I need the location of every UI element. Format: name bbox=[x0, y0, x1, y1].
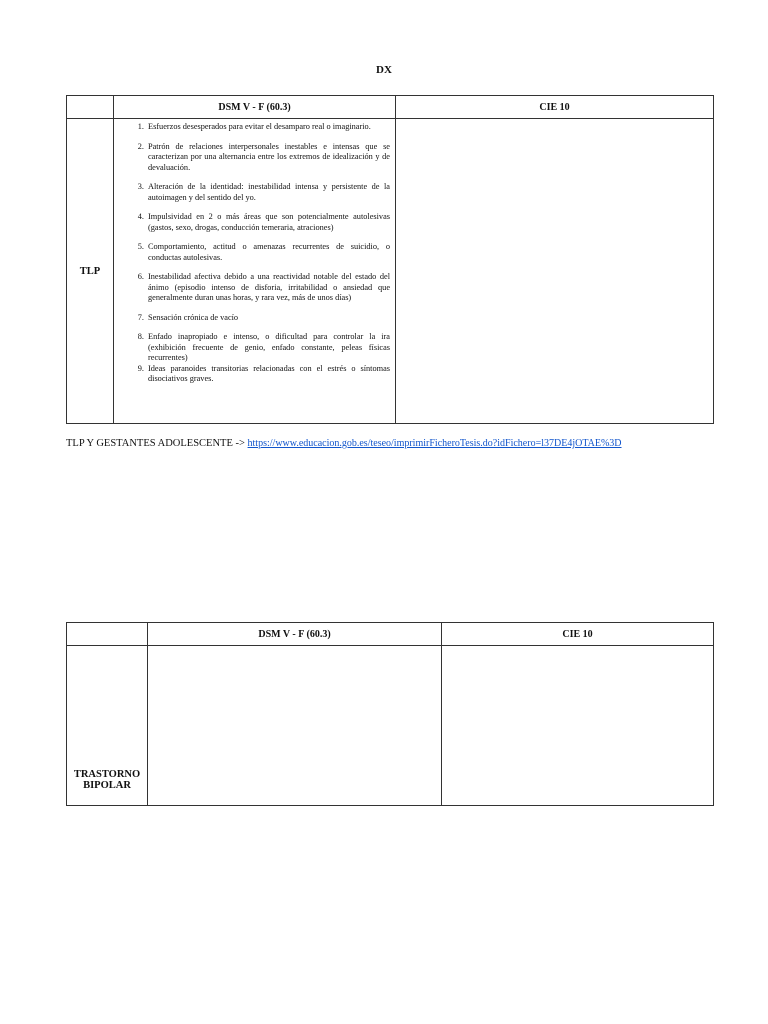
criteria-number: 4. bbox=[137, 212, 144, 221]
criteria-item bbox=[137, 182, 390, 203]
header-empty-cell bbox=[67, 96, 114, 119]
criteria-text: Inestabilidad afectiva debido a una reactividad notable del estado del ánimo (episodio intenso de disforia, irritabilidad o ansiedad que generalmente duran unas horas, y rara vez, más de unos días) bbox=[148, 272, 390, 302]
criteria-text: Ideas paranoides transitorias relacionadas con el estrés o síntomas disociativos graves. bbox=[148, 363, 390, 383]
header-cie: CIE 10 bbox=[396, 96, 714, 119]
criteria-item bbox=[137, 363, 390, 385]
criteria-number: 8. bbox=[137, 332, 144, 341]
reference-line bbox=[66, 437, 622, 449]
reference-prefix: TLP Y GESTANTES ADOLESCENTE -> bbox=[66, 438, 248, 449]
criteria-text: Enfado inapropiado e intenso, o dificultad para controlar la ira (exhibición frecuente de genio, enfado constante, peleas físicas recurrentes) bbox=[148, 332, 390, 362]
criteria-number: 7. bbox=[137, 312, 144, 322]
criteria-item bbox=[137, 141, 390, 174]
row-label-line1: TRASTORNO bbox=[73, 769, 141, 780]
cie-cell-empty bbox=[442, 646, 714, 806]
criteria-text: Patrón de relaciones interpersonales inestables e intensas que se caracterizan por una alternancia entre los extremos de idealización y de devaluación. bbox=[148, 141, 390, 172]
criteria-number: 1. bbox=[137, 122, 144, 131]
header-dsm: DSM V - F (60.3) bbox=[114, 96, 396, 119]
dsm-criteria-cell bbox=[114, 119, 396, 424]
criteria-number: 9. bbox=[137, 363, 144, 373]
row-label-bipolar bbox=[67, 646, 148, 806]
criteria-item bbox=[137, 332, 390, 364]
page-title: DX bbox=[376, 64, 392, 76]
criteria-text: Impulsividad en 2 o más áreas que son potencialmente autolesivas (gastos, sexo, drogas, conducción temeraria, atraciones) bbox=[148, 212, 390, 232]
criteria-number: 2. bbox=[137, 141, 144, 151]
tlp-table bbox=[66, 95, 714, 424]
cie-cell bbox=[396, 119, 714, 424]
criteria-number: 5. bbox=[137, 242, 144, 251]
row-label-line2: BIPOLAR bbox=[83, 780, 131, 791]
criteria-number: 3. bbox=[137, 182, 144, 191]
table-row-tlp bbox=[67, 119, 714, 424]
reference-link[interactable]: https://www.educacion.gob.es/teseo/imprimirFicheroTesis.do?idFichero=l37DE4jOTAE%3D bbox=[247, 438, 622, 449]
criteria-item bbox=[137, 122, 390, 133]
criteria-item bbox=[137, 212, 390, 233]
table-header-row bbox=[67, 96, 714, 119]
criteria-text: Alteración de la identidad: inestabilidad intensa y persistente de la autoimagen y del sentido del yo. bbox=[148, 182, 390, 202]
criteria-list bbox=[114, 119, 395, 397]
header-empty-cell bbox=[67, 623, 148, 646]
row-label-tlp: TLP bbox=[67, 119, 114, 424]
criteria-number: 6. bbox=[137, 272, 144, 281]
criteria-text: Comportamiento, actitud o amenazas recurrentes de suicidio, o conductas autolesivas. bbox=[148, 242, 390, 262]
criteria-item bbox=[137, 312, 390, 324]
header-dsm: DSM V - F (60.3) bbox=[148, 623, 442, 646]
table-row-bipolar bbox=[67, 646, 714, 806]
criteria-item bbox=[137, 272, 390, 304]
table-header-row bbox=[67, 623, 714, 646]
bipolar-table bbox=[66, 622, 714, 806]
criteria-text: Sensación crónica de vacío bbox=[148, 312, 239, 322]
header-cie: CIE 10 bbox=[442, 623, 714, 646]
dsm-cell-empty bbox=[148, 646, 442, 806]
criteria-text: Esfuerzos desesperados para evitar el desamparo real o imaginario. bbox=[148, 122, 371, 131]
criteria-item bbox=[137, 242, 390, 263]
